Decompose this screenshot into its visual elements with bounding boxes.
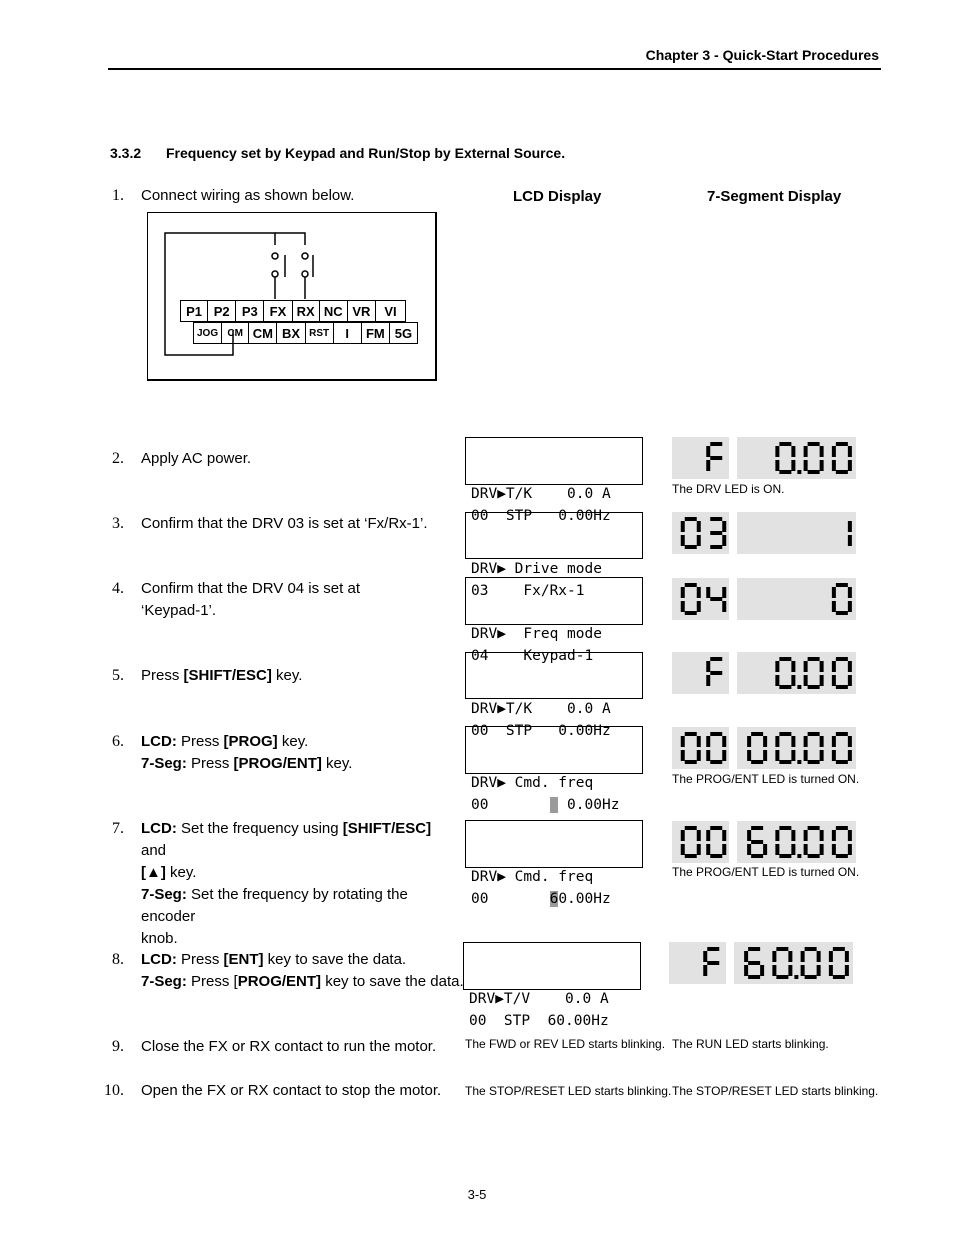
seg-display-right xyxy=(737,727,856,769)
terminal-label: FM xyxy=(362,323,390,343)
lcd-line: DRV▶T/K 0.0 A xyxy=(471,486,611,502)
lcd-column-header: LCD Display xyxy=(513,188,602,205)
step-number: 6. xyxy=(112,733,124,750)
step-number: 3. xyxy=(112,515,124,532)
lcd-cursor: 6 xyxy=(549,891,559,907)
seg-column-header: 7-Segment Display xyxy=(707,188,842,205)
key-name: [PROG/ENT] xyxy=(233,755,322,772)
step-text: Close the FX or RX contact to run the motor. xyxy=(141,1038,437,1055)
chapter-header: Chapter 3 - Quick-Start Procedures xyxy=(645,47,879,63)
lcd-display xyxy=(465,437,643,524)
text-fragment: key. xyxy=(165,864,197,881)
terminal-label: RST xyxy=(306,323,334,343)
terminal-label: CM xyxy=(222,323,249,343)
lcd-line: 03 Fx/Rx-1 xyxy=(471,583,585,599)
terminal-label: BX xyxy=(277,323,305,343)
wiring-lines xyxy=(148,213,438,382)
step-text xyxy=(141,818,456,950)
step-number: 7. xyxy=(112,820,124,837)
lcd-text: 0.00Hz xyxy=(558,891,611,907)
step-number: 1. xyxy=(112,187,124,204)
text-fragment: key to save the data. xyxy=(321,973,464,990)
lcd-line: DRV▶ Freq mode xyxy=(471,626,602,642)
terminal-label: RX xyxy=(293,301,320,321)
step-text xyxy=(141,665,302,687)
text-fragment: Press [ xyxy=(186,973,238,990)
lcd-line: DRV▶ Drive mode xyxy=(471,561,602,577)
seg-display-right xyxy=(737,437,856,479)
step-number: 10. xyxy=(104,1082,124,1099)
key-name: [▲] xyxy=(141,864,166,881)
step-number: 4. xyxy=(112,580,124,597)
lcd-text: 00 xyxy=(471,891,550,907)
seg-display-left xyxy=(672,578,729,620)
seg-display-right xyxy=(737,512,856,554)
seg-display-left xyxy=(672,821,729,863)
section-number: 3.3.2 xyxy=(110,145,142,161)
seg-display-left xyxy=(672,437,729,479)
seg-caption: The STOP/RESET LED starts blinking. xyxy=(672,1084,879,1098)
text-fragment: Press xyxy=(141,667,184,684)
seg-display-right xyxy=(737,578,856,620)
lcd-line: DRV▶T/K 0.0 A xyxy=(471,701,611,717)
step-text: Open the FX or RX contact to stop the motor. xyxy=(141,1082,442,1099)
lcd-label: LCD: xyxy=(141,951,177,968)
text-fragment: key. xyxy=(321,755,353,772)
seg-display-left xyxy=(672,512,729,554)
terminal-label: P2 xyxy=(208,301,236,321)
lcd-caption: The STOP/RESET LED starts blinking. xyxy=(465,1084,672,1098)
text-fragment: Set the frequency using xyxy=(176,820,343,837)
seg-label: 7-Seg: xyxy=(141,755,187,772)
lcd-line: DRV▶ Cmd. freq xyxy=(471,869,594,885)
lcd-label: LCD: xyxy=(141,733,177,750)
seg-caption: The PROG/ENT LED is turned ON. xyxy=(672,865,860,879)
terminal-label: 5G xyxy=(394,325,413,341)
step-text xyxy=(141,578,360,622)
key-name: [PROG] xyxy=(223,733,278,750)
text-fragment: Set the frequency by rotating the encoder xyxy=(141,886,408,925)
step-number: 8. xyxy=(112,951,124,968)
step-text: Connect wiring as shown below. xyxy=(141,187,355,204)
seg-caption: The DRV LED is ON. xyxy=(672,482,785,496)
step-text-line: ‘Keypad-1’. xyxy=(141,602,217,619)
lcd-line: 00 STP 0.00Hz xyxy=(471,723,611,739)
lcd-line: 00 STP 60.00Hz xyxy=(469,1013,609,1029)
text-fragment: Press xyxy=(176,733,224,750)
text-fragment: Press xyxy=(186,755,234,772)
step-text: Confirm that the DRV 03 is set at ‘Fx/Rx-1’. xyxy=(141,515,428,532)
text-fragment: key to save the data. xyxy=(263,951,407,968)
seg-display-left xyxy=(672,652,729,694)
text-fragment: knob. xyxy=(141,930,178,947)
step-text-line: Confirm that the DRV 04 is set at xyxy=(141,580,360,597)
lcd-display xyxy=(465,820,643,907)
wiring-diagram xyxy=(147,212,437,381)
step-number: 5. xyxy=(112,667,124,684)
terminal-label: NC xyxy=(320,301,348,321)
seg-display-right xyxy=(734,942,853,984)
lcd-display xyxy=(465,577,643,664)
text-fragment: and xyxy=(141,842,167,859)
key-name: [SHIFT/ESC] xyxy=(183,667,272,684)
terminal-label: CM xyxy=(249,323,277,343)
terminal-label: VI xyxy=(384,303,397,319)
lcd-label: LCD: xyxy=(141,820,177,837)
terminal-row-bottom xyxy=(193,322,418,344)
seg-display-left xyxy=(669,942,726,984)
terminal-label: VR xyxy=(348,301,376,321)
text-fragment: key. xyxy=(271,667,303,684)
terminal-label: FX xyxy=(264,301,292,321)
text-fragment: Press xyxy=(176,951,224,968)
terminal-label: P3 xyxy=(236,301,264,321)
section-title: Frequency set by Keypad and Run/Stop by External Source. xyxy=(166,145,566,161)
terminal-label: I xyxy=(334,323,362,343)
key-name: [ENT] xyxy=(223,951,264,968)
lcd-display xyxy=(463,942,641,1029)
key-name: PROG/ENT] xyxy=(237,973,322,990)
seg-caption: The RUN LED starts blinking. xyxy=(672,1037,829,1051)
step-text xyxy=(141,949,464,993)
terminal-label: JOG xyxy=(194,323,222,343)
text-fragment: key. xyxy=(277,733,309,750)
step-number: 9. xyxy=(112,1038,124,1055)
step-text xyxy=(141,731,352,775)
seg-display-right xyxy=(737,821,856,863)
key-name: [SHIFT/ESC] xyxy=(342,820,432,837)
seg-caption: The PROG/ENT LED is turned ON. xyxy=(672,772,860,786)
step-number: 2. xyxy=(112,450,124,467)
lcd-line: 00 STP 0.00Hz xyxy=(471,508,611,524)
lcd-display xyxy=(465,726,643,813)
seg-label: 7-Seg: xyxy=(141,973,187,990)
header-rule xyxy=(108,68,881,70)
seg-display-right xyxy=(737,652,856,694)
lcd-caption: The FWD or REV LED starts blinking. xyxy=(465,1037,666,1051)
step-text: Apply AC power. xyxy=(141,450,252,467)
lcd-cursor xyxy=(550,797,559,813)
lcd-line: 04 Keypad-1 xyxy=(471,648,594,664)
seg-display-left xyxy=(672,727,729,769)
lcd-line: DRV▶T/V 0.0 A xyxy=(469,991,609,1007)
lcd-display xyxy=(465,652,643,739)
lcd-line: DRV▶ Cmd. freq xyxy=(471,775,594,791)
lcd-display xyxy=(465,512,643,599)
lcd-text: 00 xyxy=(471,797,550,813)
seg-label: 7-Seg: xyxy=(141,886,187,903)
page-number: 3-5 xyxy=(467,1187,487,1202)
terminal-row-top xyxy=(180,300,406,322)
lcd-text: 0.00Hz xyxy=(558,797,620,813)
terminal-label: P1 xyxy=(181,301,208,321)
